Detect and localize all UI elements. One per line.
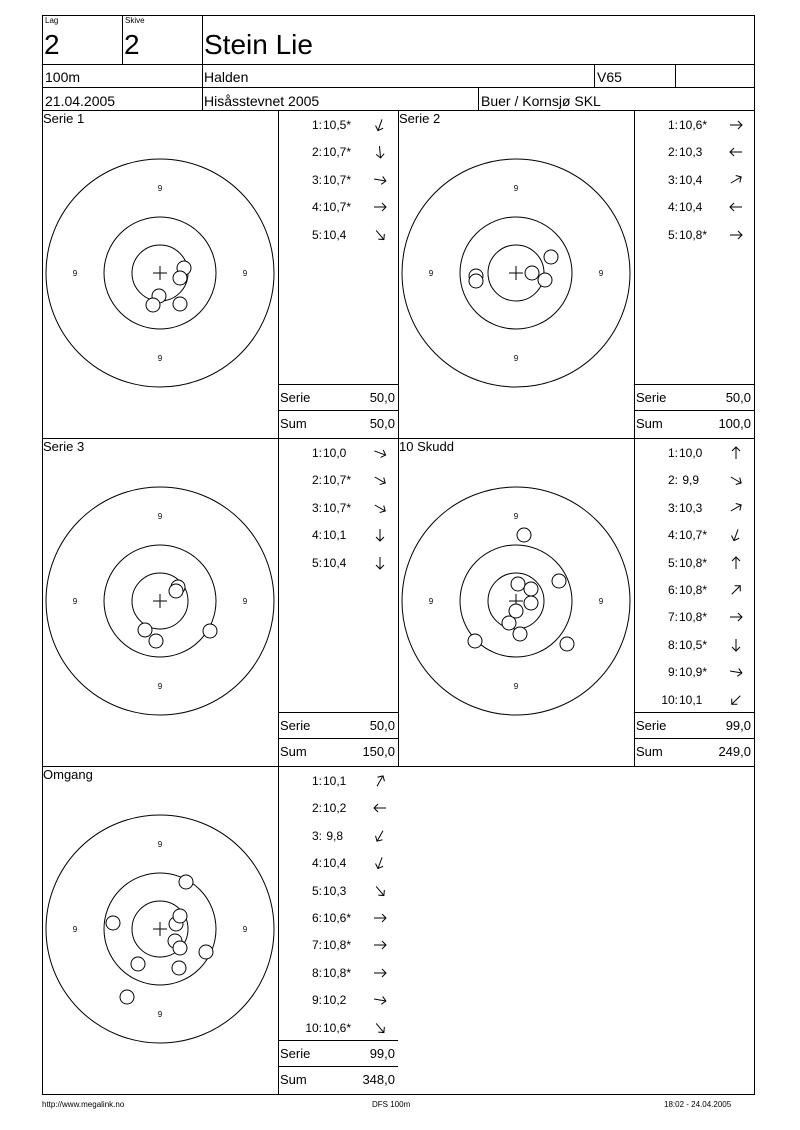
shot-score: 10,4 [323, 555, 347, 570]
sum-value: 100,0 [718, 416, 751, 431]
target-diagram [42, 766, 278, 1092]
ring-label: 9 [513, 682, 519, 691]
ring-label: 9 [242, 925, 248, 934]
shot-number: 6: [667, 583, 678, 597]
footer-title: DFS 100m [372, 1100, 411, 1109]
shot-score: 10,7* [323, 145, 352, 160]
sum-value: 249,0 [718, 744, 751, 759]
ring-label: 9 [598, 597, 604, 606]
serie-value: 50,0 [369, 718, 395, 733]
shot-hole [203, 624, 217, 638]
footer-url[interactable]: http://www.megalink.no [42, 1100, 125, 1109]
shot-row [278, 857, 398, 871]
shot-row [634, 529, 754, 543]
shot-number: 1: [311, 118, 322, 132]
ring-label: 9 [72, 597, 78, 606]
shot-score: 10,3 [679, 145, 703, 160]
direction-arrow-icon [728, 172, 744, 188]
date: 21.04.2005 [45, 93, 116, 109]
direction-arrow-icon [728, 472, 744, 488]
direction-arrow-icon [728, 637, 744, 653]
ring-label: 9 [428, 269, 434, 278]
panel-title: Serie 3 [43, 439, 85, 454]
direction-arrow-icon [728, 117, 744, 133]
ring-label: 9 [157, 840, 163, 849]
direction-arrow-icon [372, 1020, 388, 1036]
sum-label: Sum [636, 416, 663, 431]
direction-arrow-icon [728, 609, 744, 625]
shot-number: 4: [667, 528, 678, 543]
shot-hole [146, 298, 160, 312]
ring-label: 9 [157, 682, 163, 691]
shot-score: 10,7* [679, 528, 708, 543]
direction-arrow-icon [372, 828, 388, 844]
skive-label: Skive [125, 16, 145, 25]
shot-number: 3: [667, 172, 678, 187]
direction-arrow-icon [372, 910, 388, 926]
shot-row [278, 939, 398, 953]
direction-arrow-icon [372, 527, 388, 543]
shot-number: 4: [311, 200, 322, 215]
shot-number: 1: [311, 774, 322, 788]
shot-hole [560, 637, 574, 651]
serie-value: 50,0 [725, 390, 751, 405]
shot-number: 9: [311, 993, 322, 1008]
shot-hole [552, 574, 566, 588]
shot-row [634, 201, 754, 215]
shot-score: 10,6* [679, 118, 708, 132]
shot-score: 10,1 [679, 692, 703, 707]
direction-arrow-icon [372, 937, 388, 953]
skive-value: 2 [124, 29, 140, 60]
direction-arrow-icon [372, 445, 388, 461]
ring-label: 9 [242, 597, 248, 606]
footer-timestamp: 18:02 - 24.04.2005 [664, 1100, 732, 1109]
direction-arrow-icon [372, 199, 388, 215]
shot-hole [544, 250, 558, 264]
direction-arrow-icon [372, 855, 388, 871]
sum-value: 150,0 [362, 744, 395, 759]
serie-value: 99,0 [369, 1046, 395, 1061]
sum-label: Sum [636, 744, 663, 759]
shot-number: 2: [311, 801, 322, 816]
shot-number: 10: [661, 692, 678, 707]
direction-arrow-icon [372, 800, 388, 816]
shot-hole [169, 584, 183, 598]
direction-arrow-icon [728, 144, 744, 160]
serie-label: Serie [636, 390, 667, 405]
shot-number: 5: [311, 555, 322, 570]
direction-arrow-icon [728, 445, 744, 461]
class: V65 [597, 69, 622, 85]
shot-score: 10,7* [323, 172, 352, 187]
shot-score: 10,2 [323, 993, 347, 1008]
shot-row [278, 447, 398, 461]
shot-row [634, 502, 754, 516]
serie-label: Serie [280, 718, 311, 733]
shot-number: 2: [667, 473, 678, 488]
shot-score: 10,4 [323, 227, 347, 242]
shot-row [634, 666, 754, 680]
shot-row [278, 885, 398, 899]
serie-label: Serie [280, 390, 311, 405]
direction-arrow-icon [728, 227, 744, 243]
lag-value: 2 [44, 29, 60, 60]
shot-row [278, 119, 398, 133]
shot-number: 2: [311, 145, 322, 160]
shot-number: 4: [311, 856, 322, 871]
direction-arrow-icon [372, 500, 388, 516]
shot-score: 10,1 [323, 528, 347, 543]
shot-score: 10,7* [323, 473, 352, 488]
shot-number: 7: [311, 938, 322, 953]
shot-hole [513, 627, 527, 641]
ring-label: 9 [157, 512, 163, 521]
shot-row [634, 611, 754, 625]
sum-label: Sum [280, 416, 307, 431]
panel-title: 10 Skudd [399, 439, 454, 454]
shot-number: 5: [311, 227, 322, 242]
shot-hole [106, 916, 120, 930]
sum-value: 50,0 [369, 416, 395, 431]
shot-hole [149, 634, 163, 648]
shot-row [634, 639, 754, 653]
shot-row [278, 1022, 398, 1036]
direction-arrow-icon [372, 117, 388, 133]
direction-arrow-icon [372, 773, 388, 789]
shot-hole [173, 941, 187, 955]
sum-label: Sum [280, 744, 307, 759]
shot-number: 5: [311, 883, 322, 898]
ring-label: 9 [513, 354, 519, 363]
shot-hole [120, 990, 134, 1004]
shot-score: 9,9 [679, 473, 700, 488]
shot-score: 10,8* [679, 555, 708, 570]
ring-label: 9 [598, 269, 604, 278]
direction-arrow-icon [728, 664, 744, 680]
shot-row [278, 529, 398, 543]
panel-title: Serie 1 [43, 111, 85, 126]
shot-hole [172, 961, 186, 975]
direction-arrow-icon [728, 500, 744, 516]
shot-score: 10,8* [323, 938, 352, 953]
event-name: Hisåsstevnet 2005 [204, 93, 320, 109]
shot-number: 8: [311, 965, 322, 980]
shot-number: 6: [311, 911, 322, 925]
shot-hole [469, 274, 483, 288]
shot-hole [199, 945, 213, 959]
ring-label: 9 [428, 597, 434, 606]
shot-row [634, 557, 754, 571]
shot-hole [468, 634, 482, 648]
shot-score: 10,3 [323, 883, 347, 898]
shot-score: 10,8* [679, 227, 708, 242]
shot-number: 5: [667, 227, 678, 242]
shot-hole [511, 577, 525, 591]
venue: Buer / Kornsjø SKL [481, 93, 601, 109]
shot-hole [173, 297, 187, 311]
shot-row [278, 775, 398, 789]
shot-row [278, 502, 398, 516]
shot-row [278, 201, 398, 215]
target-diagram [398, 110, 634, 436]
ring-label: 9 [157, 184, 163, 193]
shot-number: 2: [667, 145, 678, 160]
shot-number: 4: [311, 528, 322, 543]
direction-arrow-icon [728, 692, 744, 708]
shot-score: 10,4 [679, 172, 703, 187]
shot-number: 3: [311, 172, 322, 187]
shooter-name: Stein Lie [204, 29, 313, 60]
ring-label: 9 [513, 184, 519, 193]
shot-score: 10,5* [323, 118, 352, 132]
shot-number: 4: [667, 200, 678, 215]
shot-hole [524, 582, 538, 596]
direction-arrow-icon [728, 199, 744, 215]
shot-hole [509, 604, 523, 618]
shot-row [634, 229, 754, 243]
shot-score: 10,5* [679, 637, 708, 652]
direction-arrow-icon [372, 883, 388, 899]
shot-score: 10,0 [679, 446, 703, 460]
shot-hole [173, 909, 187, 923]
serie-label: Serie [280, 1046, 311, 1061]
shot-score: 9,8 [323, 828, 344, 843]
shot-row [634, 174, 754, 188]
shot-number: 1: [311, 446, 322, 460]
direction-arrow-icon [372, 144, 388, 160]
shot-score: 10,3 [679, 500, 703, 515]
shot-score: 10,8* [323, 965, 352, 980]
ring-label: 9 [513, 512, 519, 521]
shot-hole [524, 596, 538, 610]
target-diagram [42, 438, 278, 764]
shot-row [278, 229, 398, 243]
serie-value: 50,0 [369, 390, 395, 405]
direction-arrow-icon [372, 172, 388, 188]
shot-hole [525, 266, 539, 280]
serie-value: 99,0 [725, 718, 751, 733]
shot-score: 10,7* [323, 500, 352, 515]
shot-number: 9: [667, 665, 678, 680]
direction-arrow-icon [372, 965, 388, 981]
shot-row [278, 912, 398, 926]
target-diagram [42, 110, 278, 436]
shot-row [278, 802, 398, 816]
distance: 100m [45, 69, 81, 85]
shot-score: 10,6* [323, 1020, 352, 1035]
shot-score: 10,4 [679, 200, 703, 215]
shot-score: 10,7* [323, 200, 352, 215]
shot-row [634, 474, 754, 488]
shot-number: 2: [311, 473, 322, 488]
shot-number: 1: [667, 118, 678, 132]
lag-label: Lag [45, 16, 59, 25]
shot-row [634, 119, 754, 133]
shot-hole [173, 271, 187, 285]
shot-row [278, 994, 398, 1008]
direction-arrow-icon [728, 582, 744, 598]
shot-row [278, 174, 398, 188]
shot-number: 5: [667, 555, 678, 570]
ring-label: 9 [72, 269, 78, 278]
shot-row [278, 830, 398, 844]
shot-hole [138, 623, 152, 637]
ring-label: 9 [242, 269, 248, 278]
serie-label: Serie [636, 718, 667, 733]
shot-number: 10: [305, 1020, 322, 1035]
panel-title: Omgang [43, 767, 93, 782]
direction-arrow-icon [728, 555, 744, 571]
shot-score: 10,0 [323, 446, 347, 460]
shot-number: 7: [667, 610, 678, 625]
shot-number: 1: [667, 446, 678, 460]
ring-label: 9 [157, 354, 163, 363]
shot-row [634, 447, 754, 461]
direction-arrow-icon [728, 527, 744, 543]
shot-score: 10,8* [679, 610, 708, 625]
direction-arrow-icon [372, 555, 388, 571]
shot-score: 10,4 [323, 856, 347, 871]
ring-label: 9 [157, 1010, 163, 1019]
shot-row [278, 557, 398, 571]
shot-score: 10,6* [323, 911, 352, 925]
club: Halden [204, 69, 249, 85]
shot-number: 3: [667, 500, 678, 515]
shot-score: 10,8* [679, 583, 708, 597]
shot-score: 10,1 [323, 774, 347, 788]
shot-hole [538, 273, 552, 287]
shot-hole [131, 957, 145, 971]
panel-title: Serie 2 [399, 111, 441, 126]
shot-number: 3: [311, 828, 322, 843]
target-diagram [398, 438, 634, 764]
ring-label: 9 [72, 925, 78, 934]
shot-row [278, 967, 398, 981]
direction-arrow-icon [372, 472, 388, 488]
shot-row [278, 146, 398, 160]
direction-arrow-icon [372, 992, 388, 1008]
sum-label: Sum [280, 1072, 307, 1087]
direction-arrow-icon [372, 227, 388, 243]
shot-row [634, 584, 754, 598]
shot-hole [179, 875, 193, 889]
shot-row [278, 474, 398, 488]
shot-row [634, 694, 754, 708]
shot-score: 10,2 [323, 801, 347, 816]
shot-number: 3: [311, 500, 322, 515]
shot-score: 10,9* [679, 665, 708, 680]
sum-value: 348,0 [362, 1072, 395, 1087]
shot-hole [517, 528, 531, 542]
shot-number: 8: [667, 637, 678, 652]
shot-row [634, 146, 754, 160]
